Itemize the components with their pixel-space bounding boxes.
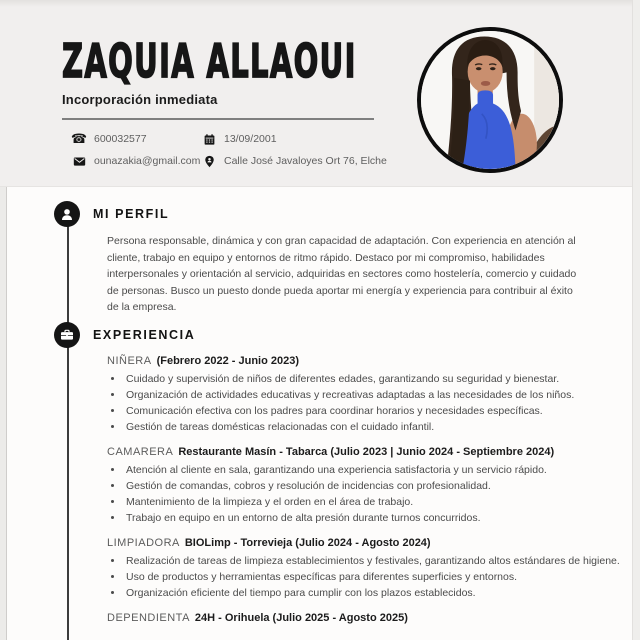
job-entry xyxy=(107,611,640,625)
resume-body xyxy=(0,187,640,640)
job-bullet: • Trabajo en equipo en un entorno de alta presión durante turnos concurridos. xyxy=(124,511,640,526)
job-bullet: • Gestión de comandas, cobros y resolución de incidencias con profesionalidad. xyxy=(124,479,640,494)
job-bullet: • Uso de productos y herramientas específicas para diferentes superficies y entornos. xyxy=(124,570,640,585)
profile-photo xyxy=(417,27,563,173)
email-icon xyxy=(72,154,86,168)
page-edge-left xyxy=(0,187,7,640)
contact-address xyxy=(202,154,640,168)
contact-phone xyxy=(72,132,202,146)
job-details: BIOLimp - Torrevieja (Julio 2024 - Agosto 2024) xyxy=(184,536,431,549)
contact-info xyxy=(72,132,640,168)
phone-icon: ☎ xyxy=(70,131,88,146)
job-bullet: • Comunicación efectiva con los padres para coordinar horarios y necesidades específicas. xyxy=(124,404,640,419)
job-entry xyxy=(107,536,640,601)
phone-value: 600032577 xyxy=(94,133,147,145)
job-title xyxy=(107,354,640,368)
job-role: DEPENDIENTA xyxy=(107,611,190,624)
job-bullets xyxy=(107,463,640,526)
job-role: NIÑERA xyxy=(107,354,152,367)
job-details: (Febrero 2022 - Junio 2023) xyxy=(156,354,300,367)
job-bullet: • Organización eficiente del tiempo para cumplir con los plazos establecidos. xyxy=(124,586,640,601)
briefcase-icon xyxy=(54,322,80,348)
birthdate-value: 13/09/2001 xyxy=(224,133,277,145)
job-entry xyxy=(107,354,640,435)
email-value: ounazakia@gmail.com xyxy=(94,155,201,167)
job-details: 24H - Orihuela (Julio 2025 - Agosto 2025) xyxy=(194,611,408,624)
job-bullets xyxy=(107,554,640,601)
profile-section-title: MI PERFIL xyxy=(93,207,170,221)
address-value: Calle José Javaloyes Ort 76, Elche xyxy=(224,155,387,167)
job-bullet: • Atención al cliente en sala, garantizando una experiencia satisfactoria y un servicio rápido. xyxy=(124,463,640,478)
profile-text: Persona responsable, dinámica y con gran capacidad de adaptación. Con experiencia en atención al cliente, trabajo en equipo y entornos de ritmo rápido. Destaco por mi compromiso, habilidades interpersonales y orientación al servicio, adquiridas en sectores como hostelería, comercio y cuidado de personas. Busco un puesto donde pueda aportar mi energía y experiencia para contribuir al éxito de la empresa. xyxy=(107,235,577,313)
section-experience xyxy=(54,322,640,625)
location-icon xyxy=(202,154,216,168)
job-entry xyxy=(107,445,640,526)
job-title xyxy=(107,611,640,625)
job-bullet: • Organización de actividades educativas y recreativas adaptadas a las necesidades de los niños. xyxy=(124,388,640,403)
portrait-illustration xyxy=(421,31,559,169)
person-icon xyxy=(54,201,80,227)
contact-birthdate xyxy=(202,132,640,146)
job-bullet: • Gestión de tareas domésticas relacionadas con el cuidado infantil. xyxy=(124,420,640,435)
experience-section-title: EXPERIENCIA xyxy=(93,327,196,342)
job-role: LIMPIADORA xyxy=(107,536,180,549)
contact-email xyxy=(72,154,202,168)
job-bullet: • Cuidado y supervisión de niños de diferentes edades, garantizando su seguridad y bienestar. xyxy=(124,372,640,387)
job-bullets xyxy=(107,372,640,435)
person-name: ZAQUIA ALLAOUI xyxy=(62,34,357,89)
job-bullet: • Mantenimiento de la limpieza y el orden en el área de trabajo. xyxy=(124,495,640,510)
timeline-line xyxy=(67,216,69,640)
job-role: CAMARERA xyxy=(107,445,174,458)
header-divider xyxy=(62,118,374,120)
section-profile xyxy=(54,201,640,316)
header xyxy=(0,0,640,187)
page-edge-right xyxy=(632,0,640,640)
job-title xyxy=(107,445,640,459)
calendar-icon xyxy=(202,132,216,146)
job-title xyxy=(107,536,640,550)
job-details: Restaurante Masín - Tabarca (Julio 2023 | Junio 2024 - Septiembre 2024) xyxy=(178,445,555,458)
jobs-list xyxy=(107,354,640,625)
page-edge-top xyxy=(0,0,640,7)
job-bullet: • Realización de tareas de limpieza establecimientos y festivales, garantizando altos estándares de higiene. xyxy=(124,554,640,569)
availability-subtitle: Incorporación inmediata xyxy=(62,92,218,107)
